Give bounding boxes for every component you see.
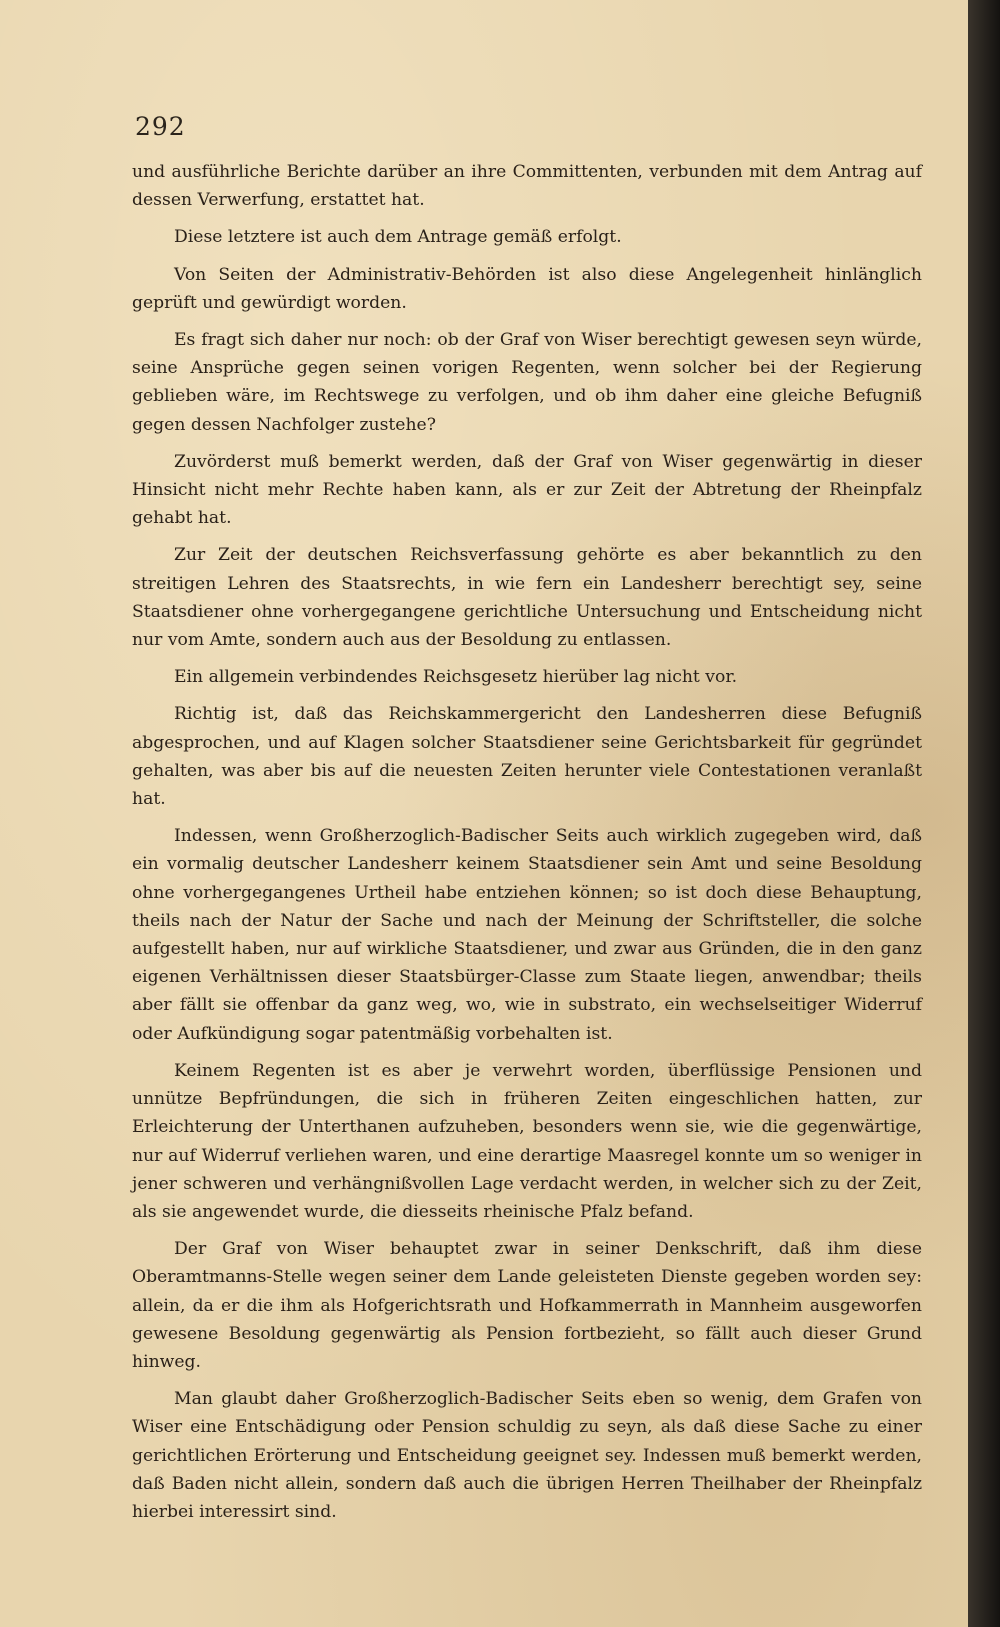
paragraph: Keinem Regenten ist es aber je verwehrt worden, überflüssige Pensionen und unnütze Bepfründungen, die sich in früheren Zeiten eingeschlichen hatten, zur Erleichterung der Unterthanen aufzuheben, besonders wenn sie, wie die gegenwärtige, nur auf Widerruf verliehen waren, und eine derartige Maasregel konnte um so weniger in jener schweren und verhängnißvollen Lage verdacht werden, in welcher sich zu der Zeit, als sie angewendet wurde, die diesseits rheinische Pfalz befand. bbox=[132, 1060, 922, 1222]
paragraph: Man glaubt daher Großherzoglich-Badischer Seits eben so wenig, dem Grafen von Wiser eine Entschädigung oder Pension schuldig zu seyn, als daß diese Sache zu einer gerichtlichen Erörterung und Entscheidung geeignet sey. Indessen muß bemerkt werden, daß Baden nicht allein, sondern daß auch die übrigen Herren Theilhaber der Rheinpfalz hierbei interessirt sind. bbox=[132, 1389, 922, 1522]
paragraph: Diese letztere ist auch dem Antrage gemäß erfolgt. bbox=[174, 227, 622, 248]
body-text bbox=[132, 158, 922, 1535]
paragraph: Es fragt sich daher nur noch: ob der Graf von Wiser berechtigt gewesen seyn würde, seine Ansprüche gegen seinen vorigen Regenten, wenn solcher bei der Regierung geblieben wäre, im Rechtswege zu verfolgen, und ob ihm daher eine gleiche Befugniß gegen dessen Nachfolger zustehe? bbox=[132, 330, 922, 435]
paragraph: Ein allgemein verbindendes Reichsgesetz hierüber lag nicht vor. bbox=[174, 667, 738, 688]
paragraph: Zur Zeit der deutschen Reichsverfassung gehörte es aber bekanntlich zu den streitigen Lehren des Staatsrechts, in wie fern ein Landesherr berechtigt sey, seine Staatsdiener ohne vorhergegangene gerichtliche Untersuchung und Entscheidung nicht nur vom Amte, sondern auch aus der Besoldung zu entlassen. bbox=[132, 545, 922, 651]
paragraph: Der Graf von Wiser behauptet zwar in seiner Denkschrift, daß ihm diese Oberamtmanns-Stelle wegen seiner dem Lande geleisteten Dienste gegeben worden sey: allein, da er die ihm als Hofgerichtsrath und Hofkammerrath in Mannheim ausgeworfen gewesene Besoldung gegenwärtig als Pension fortbezieht, so fällt auch dieser Grund hinweg. bbox=[132, 1239, 922, 1372]
page-edge-shadow bbox=[968, 0, 1000, 1627]
paragraph: Von Seiten der Administrativ-Behörden ist also diese Angelegenheit hinlänglich geprüft und gewürdigt worden. bbox=[132, 264, 922, 313]
paragraph: Richtig ist, daß das Reichskammergericht den Landesherren diese Befugniß abgesprochen, und auf Klagen solcher Staatsdiener seine Gerichtsbarkeit für gegründet gehalten, was aber bis auf die neuesten Zeiten herunter viele Contestationen veranlaßt hat. bbox=[132, 704, 922, 810]
paragraph: Indessen, wenn Großherzoglich-Badischer Seits auch wirklich zugegeben wird, daß ein vormalig deutscher Landesherr keinem Staatsdiener sein Amt und seine Besoldung ohne vorhergegangenes Urtheil habe entziehen können; so ist doch diese Behauptung, theils nach der Natur der Sache und nach der Meinung der Schriftsteller, die solche aufgestellt haben, nur auf wirkliche Staatsdiener, und zwar aus Gründen, die in den ganz eigenen Verhältnissen dieser Staatsbürger-Classe zum Staate liegen, anwendbar; theils aber fällt sie offenbar da ganz weg, wo, wie in substrato, ein wechselseitiger Widerruf oder Aufkündigung sogar patentmäßig vorbehalten ist. bbox=[132, 826, 922, 1044]
paragraph: und ausführliche Berichte darüber an ihre Committenten, verbunden mit dem Antrag auf dessen Verwerfung, erstattet hat. bbox=[132, 162, 922, 211]
page-number: 292 bbox=[135, 112, 186, 141]
paragraph: Zuvörderst muß bemerkt werden, daß der Graf von Wiser gegenwärtig in dieser Hinsicht nicht mehr Rechte haben kann, als er zur Zeit der Abtretung der Rheinpfalz gehabt hat. bbox=[132, 451, 922, 529]
